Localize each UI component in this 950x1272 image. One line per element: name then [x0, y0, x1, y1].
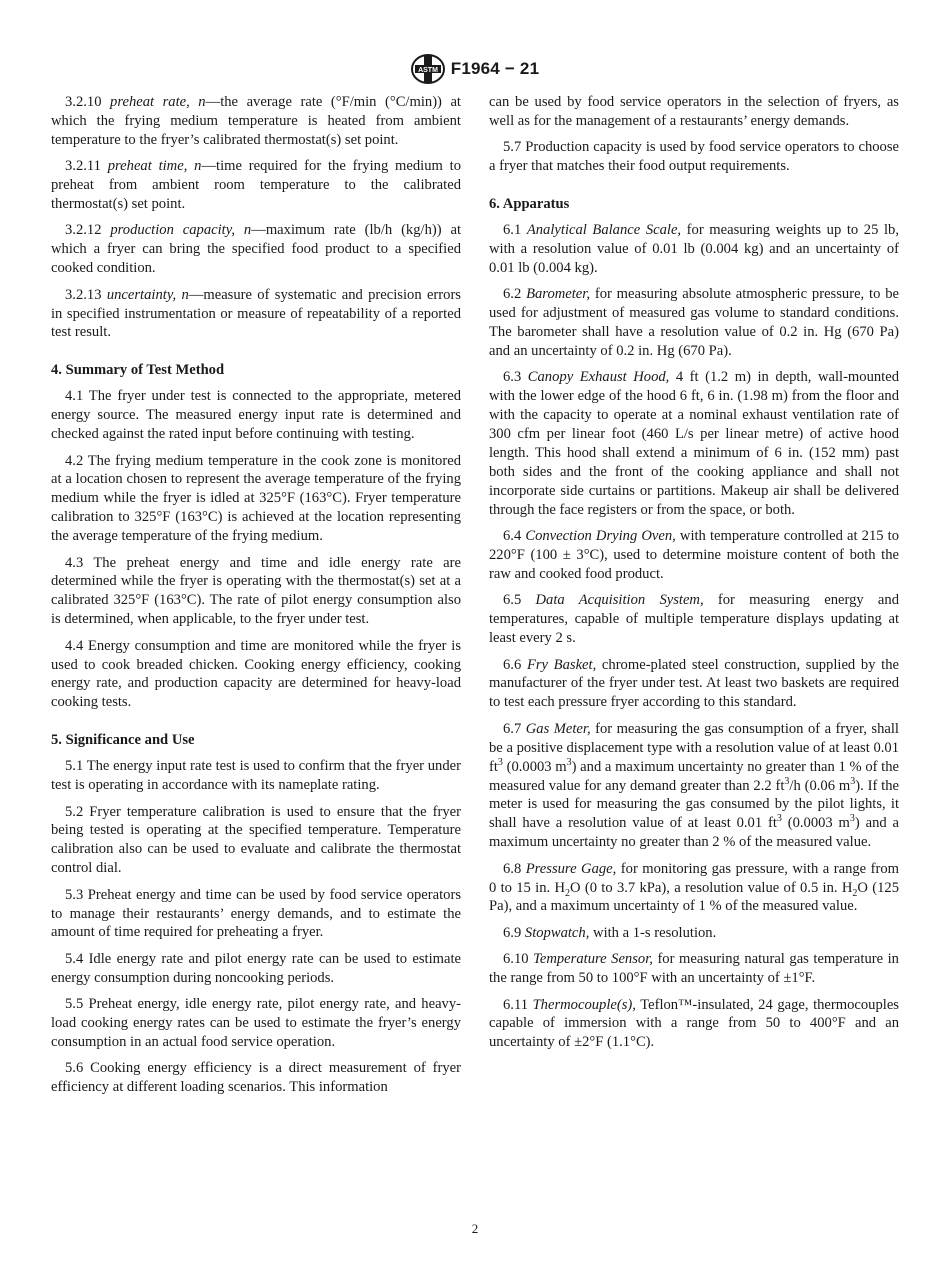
apparatus-6-9: 6.9 Stopwatch, with a 1-s resolution.: [503, 924, 717, 941]
svg-text:ASTM: ASTM: [417, 67, 438, 74]
apparatus-6-2: 6.2 Barometer, for measuring absolute atmospheric pressure, to be used for adjustment of measured gas volume to standard conditions. The barometer shall have a resolution value of 0.2 in. Hg (670 Pa) and an uncertainty of 0.2 in. Hg (670 Pa).: [489, 286, 899, 359]
paragraph-5-5: 5.5 Preheat energy, idle energy rate, pilot energy rate, and heavy-load cooking energy rates can be used to estimate the fryer’s energy consumption in an actual food service operation.: [51, 996, 461, 1050]
paragraph-5-7: 5.7 Production capacity is used by food service operators to choose a fryer that matches their food output requirements.: [489, 139, 899, 175]
paragraph-4-2: 4.2 The frying medium temperature in the cook zone is monitored at a location chosen to represent the average temperature of the frying medium while the fryer is idled at 325°F (163°C). Fryer temperature calibration to 325°F (163°C) is achieved at the location representing the average temperature of the frying medium.: [51, 452, 461, 545]
paragraph-5-2: 5.2 Fryer temperature calibration is used to ensure that the fryer being tested is operating at the specified temperature. Temperature calibration also can be used to evaluate and calibrate the thermostat control dial.: [51, 803, 461, 877]
paragraph-5-4: 5.4 Idle energy rate and pilot energy rate can be used to estimate energy consumption during noncooking periods.: [51, 950, 461, 986]
apparatus-6-1: 6.1 Analytical Balance Scale, for measuring weights up to 25 lb, with a resolution value of 0.01 lb (0.004 kg) and an uncertainty of 0.01 lb (0.004 kg).: [489, 222, 899, 276]
apparatus-6-8: 6.8 Pressure Gage, for monitoring gas pressure, with a range from 0 to 15 in. $H_2O$ (0 to 3.7 kPa), a resolution value of 0.5 in. $H_2O$ (125 Pa), and a maximum uncertainty of 1 % of the measured value.: [489, 860, 899, 915]
definition-3-2-11: 3.2.11 preheat time, n—time required for the frying medium to preheat from ambient room temperature to the calibrated thermostat(s) set point.: [51, 158, 462, 213]
page-header: [0, 54, 950, 84]
apparatus-6-3: 6.3 Canopy Exhaust Hood, 4 ft (1.2 m) in depth, wall-mounted with the lower edge of the hood 6 ft, 6 in. (1.98 m) from the floor and with the capacity to operate at a nominal exhaust ventilation rate of 300 cfm per linear foot (460 L/s per linear metre) of active hood length. This hood shall extend a minimum of 6 in. (152 mm) past both sides and the front of the cooking appliance and shall not incorporate side curtains or partitions. Makeup air shall be delivered through the face registers or from the space, or both.: [489, 369, 899, 518]
section-5-heading: 5. Significance and Use: [51, 732, 195, 749]
definition-3-2-12: 3.2.12 production capacity, n—maximum rate (lb/h (kg/h)) at which a fryer can bring the specified food product to a specified cooked condition.: [51, 222, 462, 277]
apparatus-6-11: 6.11 Thermocouple(s), Teflon™-insulated, 24 gage, thermocouples capable of immersion with a range from 50 to 400°F and an uncertainty of ±2°F (1.1°C).: [489, 996, 899, 1051]
definition-3-2-13: 3.2.13 uncertainty, n—measure of systematic and precision errors in specified instrumentation or measure of repeatability of a reported test result.: [51, 286, 461, 341]
paragraph-5-6-continued: can be used by food service operators in the selection of fryers, as well as for the management of a restaurants’ energy demands.: [489, 94, 899, 129]
paragraph-5-1: 5.1 The energy input rate test is used to confirm that the fryer under test is operating in accordance with its nameplate rating.: [51, 758, 461, 794]
page-number: 2: [471, 1221, 479, 1236]
definition-3-2-10: 3.2.10 preheat rate, n—the average rate (°F/min (°C/min)) at which the frying medium temperature is heated from ambient temperature to the fryer’s calibrated thermostat(s) set point.: [51, 94, 461, 148]
section-4-heading: 4. Summary of Test Method: [51, 362, 225, 379]
right-column: [489, 93, 899, 1060]
apparatus-6-5: 6.5 Data Acquisition System, for measuring energy and temperatures, capable of multiple temperature displays updating at least every 2 s.: [489, 592, 899, 647]
apparatus-6-6: 6.6 Fry Basket, chrome-plated steel construction, supplied by the manufacturer of the fryer under test. At least two baskets are required to test each pressure fryer according to this standard.: [489, 656, 900, 711]
paragraph-5-6: 5.6 Cooking energy efficiency is a direct measurement of fryer efficiency at different loading scenarios. This information: [51, 1060, 461, 1096]
paragraph-4-3: 4.3 The preheat energy and time and idle energy rate are determined while the fryer is operating with the thermostat(s) set at a calibrated 325°F (163°C). The rate of pilot energy consumption also is determined, when applicable, to the fryer under test.: [51, 554, 461, 628]
apparatus-6-7: 6.7 Gas Meter, for measuring the gas consumption of a fryer, shall be a positive displacement type with a resolution value of at least 0.01 $ft^3$ (0.0003 $m^3$) and a maximum uncertainty no greater than 1 % of the measured value for any demand greater than 2.2 $ft^3/h$ (0.06 $m^3$). If the meter is used for measuring the gas consumed by the pilot lights, it shall have a resolution value of at least 0.01 $ft^3$ (0.0003 $m^3$) and a maximum uncertainty no greater than 2 % of the measured value.: [489, 720, 899, 851]
apparatus-6-10: 6.10 Temperature Sensor, for measuring natural gas temperature in the range from 50 to 100°F with an uncertainty of ±1°F.: [489, 951, 899, 987]
paragraph-4-1: 4.1 The fryer under test is connected to the appropriate, metered energy source. The measured energy input rate is determined and checked against the rated input before continuing with testing.: [51, 388, 461, 443]
apparatus-6-4: 6.4 Convection Drying Oven, with temperature controlled at 215 to 220°F (100 ± 3°C), used to determine moisture content of both the raw and cooked food product.: [489, 528, 899, 582]
astm-logo-icon: [411, 54, 445, 84]
left-column: [51, 93, 461, 1105]
paragraph-4-4: 4.4 Energy consumption and time are monitored while the fryer is used to cook breaded chicken. Cooking energy efficiency, cooking energy rate, and production capacity are determined for heavy-load cooking tests.: [51, 637, 461, 711]
paragraph-5-3: 5.3 Preheat energy and time can be used by food service operators to manage their restaurants’ energy demands, and to estimate the amount of time required for preheating a fryer.: [51, 886, 461, 941]
section-6-heading: 6. Apparatus: [489, 196, 570, 213]
standard-designation: F1964 − 21: [450, 59, 540, 78]
